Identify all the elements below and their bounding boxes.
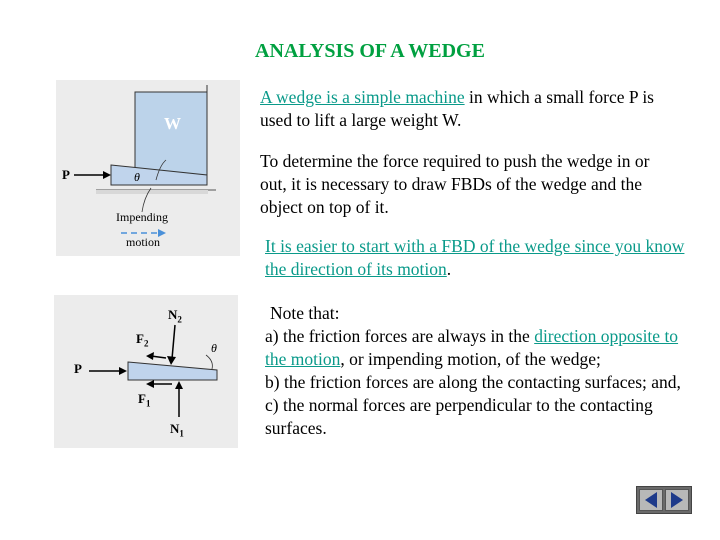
motion-label-line2: motion <box>126 235 161 249</box>
prev-slide-button[interactable] <box>639 489 663 511</box>
wedge-figure <box>56 80 240 256</box>
n2-label: $N_2$ <box>168 307 182 325</box>
note-paragraph <box>265 302 695 440</box>
triangle-left-icon <box>645 492 657 508</box>
n1-label: $N_1$ <box>170 421 184 439</box>
note-b: b) the friction forces are along the contacting surfaces; and, <box>265 372 681 392</box>
motion-label-line1: Impending <box>116 210 168 224</box>
wedge-fbd-figure <box>54 295 238 448</box>
note-a: a) the friction forces are always in the direction opposite to the motion, or impending motion, of the wedge; <box>265 326 679 369</box>
f1-label: $F_1$ <box>138 391 151 409</box>
triangle-right-icon <box>671 492 683 508</box>
start-fbd-link[interactable]: It is easier to start with a FBD of the wedge since you know the direction of its motion <box>265 236 685 279</box>
slide-nav <box>636 486 692 514</box>
p-label: P <box>74 361 82 376</box>
fbd-paragraph: To determine the force required to push the wedge in or out, it is necessary to draw FBDs of the wedge and the object on top of it. <box>260 151 650 217</box>
intro-paragraph: A wedge is a simple machine in which a small force P is used to lift a large weight W. <box>260 87 654 130</box>
force-p-label: P <box>62 167 70 182</box>
theta-label: θ <box>211 341 217 355</box>
next-slide-button[interactable] <box>665 489 689 511</box>
weight-block <box>135 92 207 180</box>
start-fbd-paragraph: It is easier to start with a FBD of the wedge since you know the direction of its motion. <box>265 236 685 279</box>
note-c: c) the normal forces are perpendicular to the contacting surfaces. <box>265 395 653 438</box>
simple-machine-link[interactable]: A wedge is a simple machine <box>260 87 465 107</box>
slide-title: ANALYSIS OF A WEDGE <box>255 40 485 62</box>
wedge-diagram <box>56 80 240 256</box>
f2-label: $F_2$ <box>136 331 149 349</box>
opposite-motion-link[interactable]: direction opposite to the motion <box>265 326 679 369</box>
note-intro: Note that: <box>270 303 340 323</box>
angle-label: θ <box>134 170 140 184</box>
fbd-wedge <box>128 362 217 380</box>
weight-label: W <box>164 114 181 133</box>
